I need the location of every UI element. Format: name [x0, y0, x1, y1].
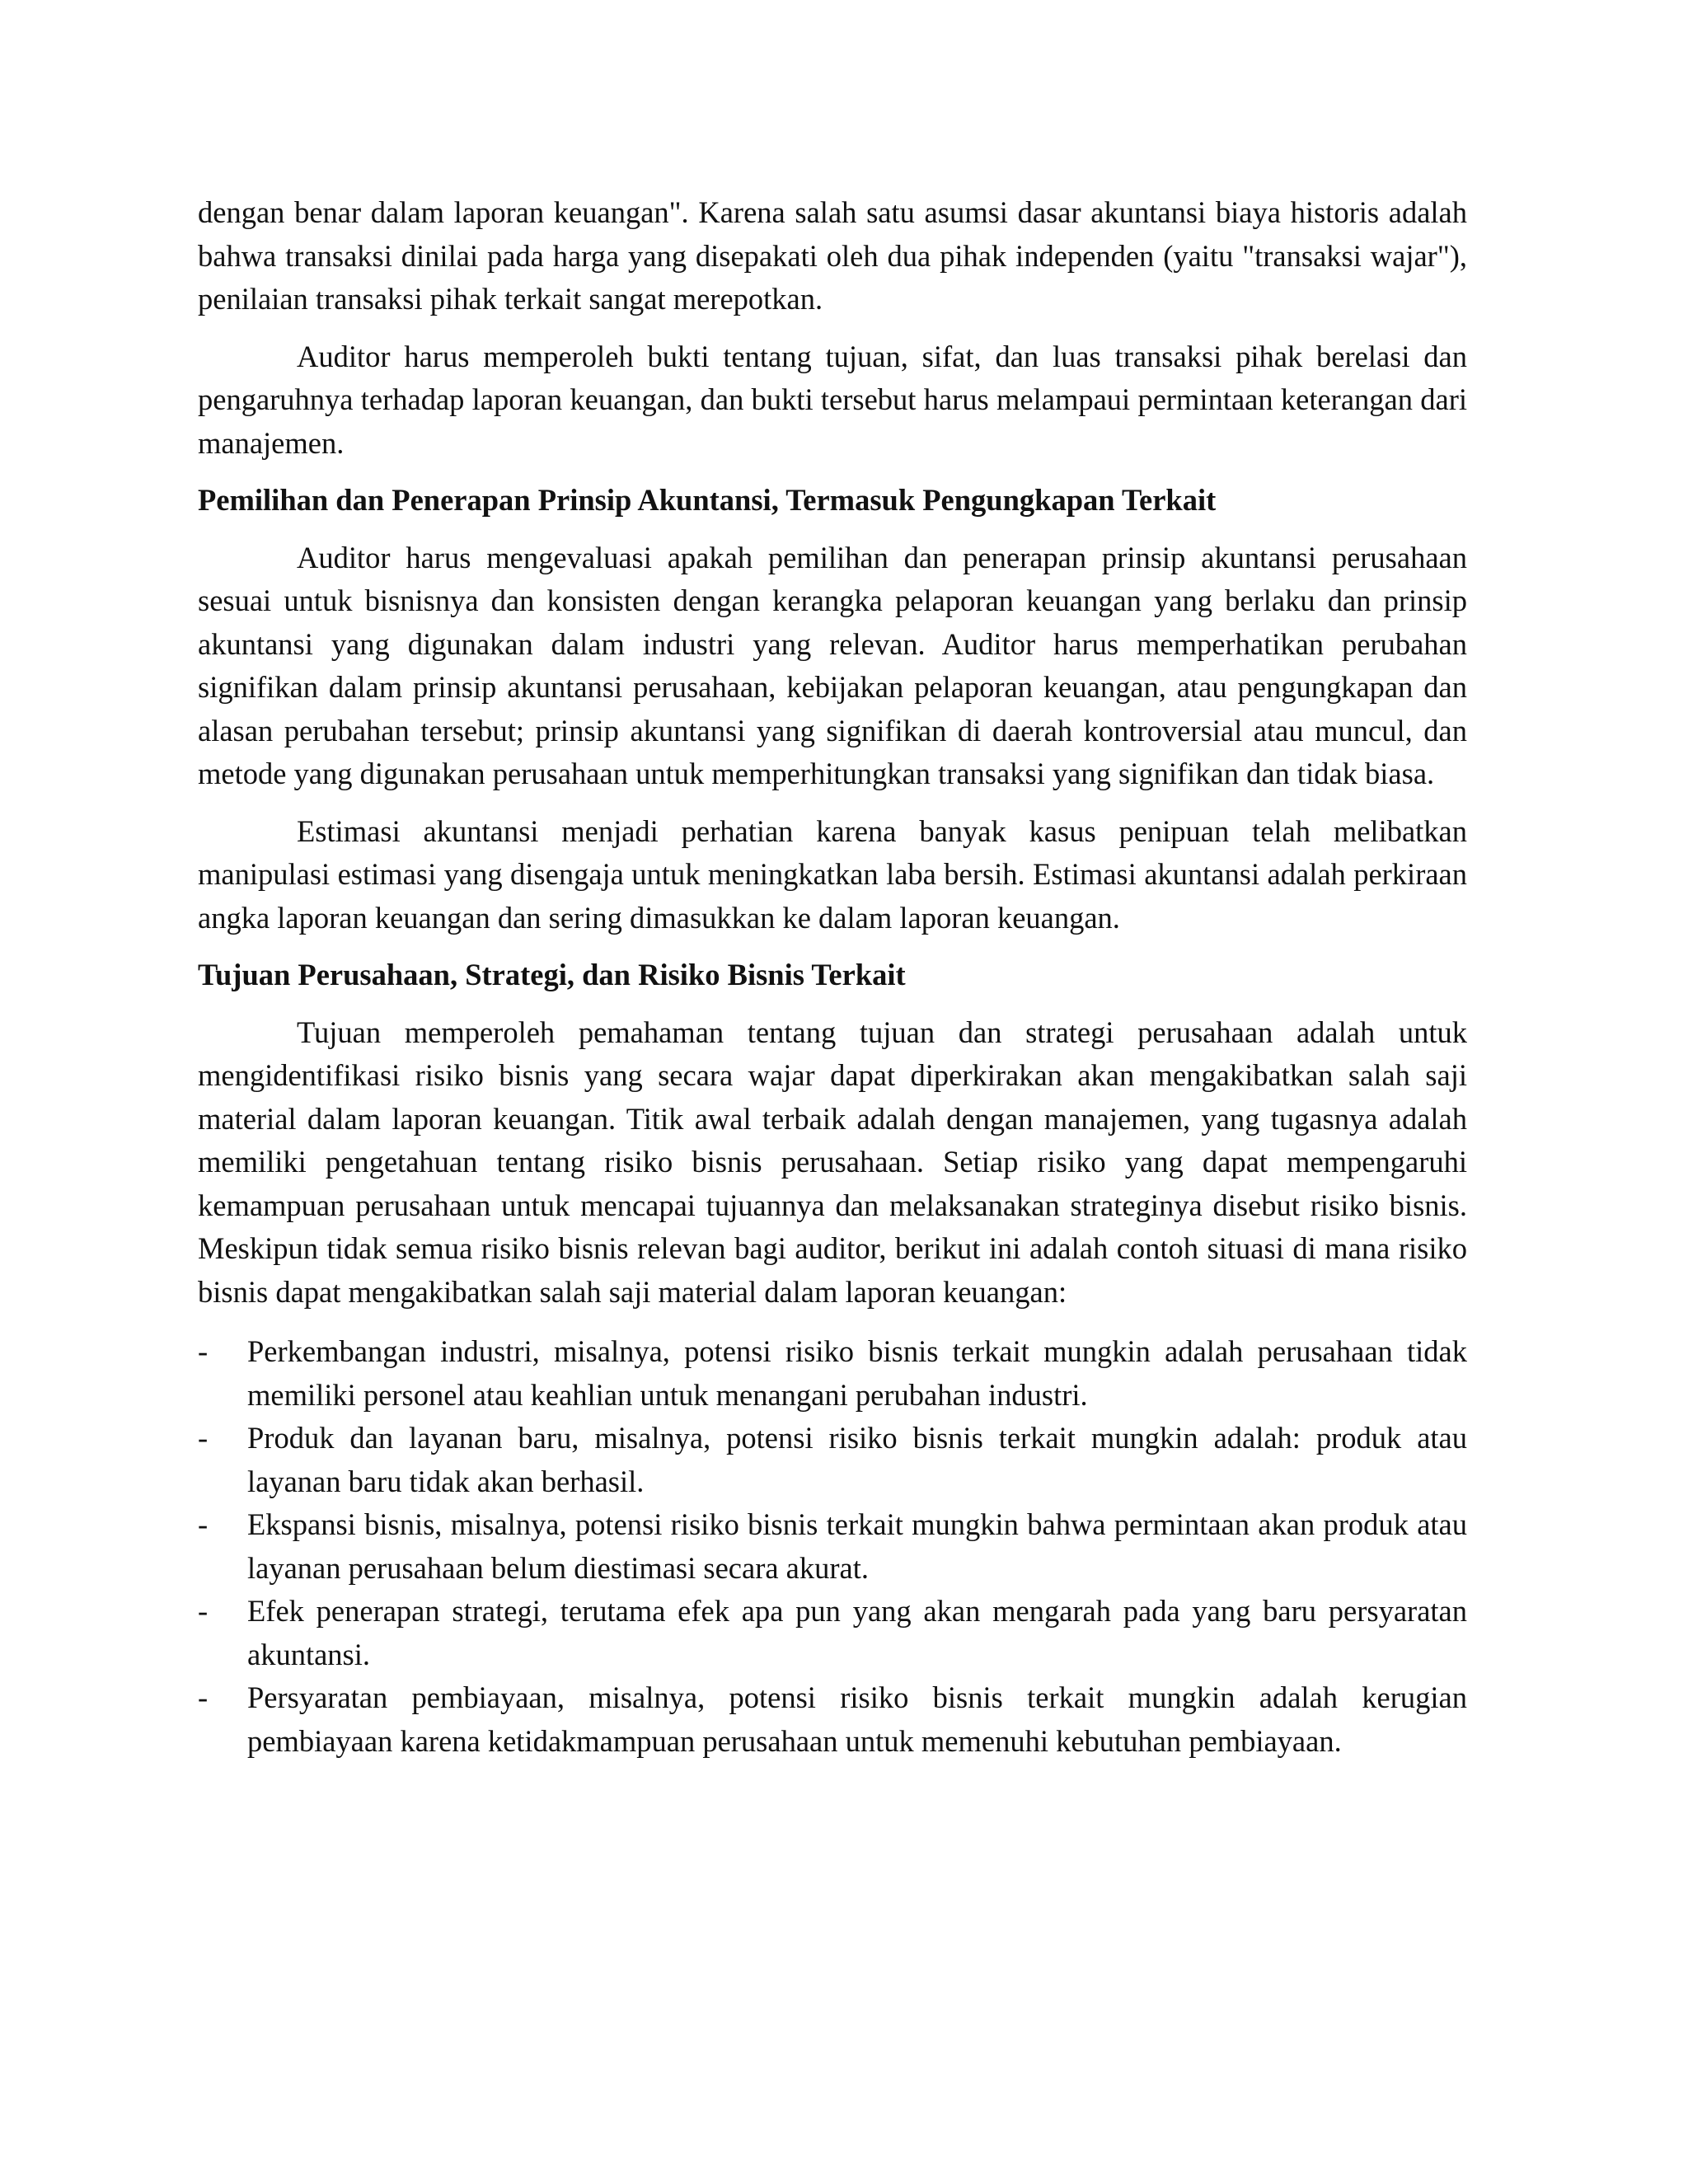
list-item	[198, 1330, 1467, 1417]
bullet-dash: -	[198, 1594, 209, 1628]
paragraph-accounting-principles: Auditor harus mengevaluasi apakah pemilihan dan penerapan prinsip akuntansi perusahaan sesuai untuk bisnisnya dan konsisten dengan kerangka pelaporan keuangan yang berlaku dan prinsip akuntansi yang digunakan dalam industri yang relevan. Auditor harus memperhatikan perubahan signifikan dalam prinsip akuntansi perusahaan, kebijakan pelaporan keuangan, atau pengungkapan dan alasan perubahan tersebut; prinsip akuntansi yang signifikan di daerah kontroversial atau muncul, dan metode yang digunakan perusahaan untuk memperhitungkan transaksi yang signifikan dan tidak biasa.	[198, 540, 1467, 790]
list-item-text: Efek penerapan strategi, terutama efek apa pun yang akan mengarah pada yang baru persyaratan akuntansi.	[247, 1594, 1467, 1671]
list-item	[198, 1676, 1467, 1763]
list-item	[198, 1417, 1467, 1503]
paragraph-related-party-evidence: Auditor harus memperoleh bukti tentang tujuan, sifat, dan luas transaksi pihak berelasi dan pengaruhnya terhadap laporan keuangan, dan bukti tersebut harus melampaui permintaan keterangan dari manajemen.	[198, 339, 1467, 460]
heading-business-risk: Tujuan Perusahaan, Strategi, dan Risiko Bisnis Terkait	[198, 958, 906, 991]
paragraph-related-party-valuation: dengan benar dalam laporan keuangan". Karena salah satu asumsi dasar akuntansi biaya historis adalah bahwa transaksi dinilai pada harga yang disepakati oleh dua pihak independen (yaitu "transaksi wajar"), penilaian transaksi pihak terkait sangat merepotkan.	[198, 195, 1467, 316]
list-item-text: Produk dan layanan baru, misalnya, potensi risiko bisnis terkait mungkin adalah: produk atau layanan baru tidak akan berhasil.	[247, 1421, 1467, 1498]
list-item	[198, 1503, 1467, 1590]
bullet-dash: -	[198, 1680, 209, 1714]
business-risk-list	[198, 1330, 1467, 1763]
list-item-text: Ekspansi bisnis, misalnya, potensi risiko bisnis terkait mungkin bahwa permintaan akan produk atau layanan perusahaan belum diestimasi secara akurat.	[247, 1507, 1467, 1585]
list-item-text: Persyaratan pembiayaan, misalnya, potensi risiko bisnis terkait mungkin adalah kerugian pembiayaan karena ketidakmampuan perusahaan untuk memenuhi kebutuhan pembiayaan.	[247, 1680, 1467, 1758]
list-item-text: Perkembangan industri, misalnya, potensi risiko bisnis terkait mungkin adalah perusahaan tidak memiliki personel atau keahlian untuk menangani perubahan industri.	[247, 1334, 1467, 1412]
list-item	[198, 1590, 1467, 1676]
bullet-dash: -	[198, 1507, 209, 1541]
heading-accounting-principles: Pemilihan dan Penerapan Prinsip Akuntansi, Termasuk Pengungkapan Terkait	[198, 483, 1217, 517]
bullet-dash: -	[198, 1421, 209, 1455]
document-page	[198, 191, 1467, 1763]
bullet-dash: -	[198, 1334, 209, 1368]
paragraph-accounting-estimates: Estimasi akuntansi menjadi perhatian karena banyak kasus penipuan telah melibatkan manipulasi estimasi yang disengaja untuk meningkatkan laba bersih. Estimasi akuntansi adalah perkiraan angka laporan keuangan dan sering dimasukkan ke dalam laporan keuangan.	[198, 813, 1467, 935]
paragraph-business-risk: Tujuan memperoleh pemahaman tentang tujuan dan strategi perusahaan adalah untuk mengidentifikasi risiko bisnis yang secara wajar dapat diperkirakan akan mengakibatkan salah saji material dalam laporan keuangan. Titik awal terbaik adalah dengan manajemen, yang tugasnya adalah memiliki pengetahuan tentang risiko bisnis perusahaan. Setiap risiko yang dapat mempengaruhi kemampuan perusahaan untuk mencapai tujuannya dan melaksanakan strateginya disebut risiko bisnis. Meskipun tidak semua risiko bisnis relevan bagi auditor, berikut ini adalah contoh situasi di mana risiko bisnis dapat mengakibatkan salah saji material dalam laporan keuangan:	[198, 1015, 1467, 1309]
